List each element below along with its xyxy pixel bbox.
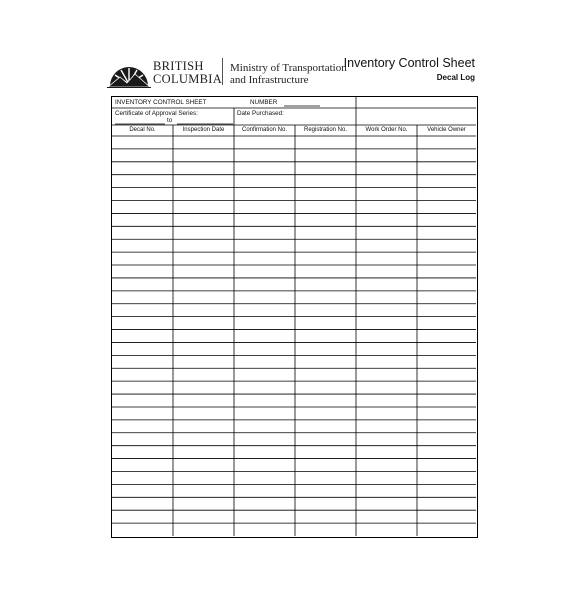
- ministry-name: [230, 62, 347, 86]
- number-label: NUMBER: [250, 99, 278, 106]
- decal-log-form: [111, 96, 478, 538]
- organization-line-1: BRITISH: [153, 59, 204, 73]
- column-header: Vehicle Owner: [427, 127, 466, 133]
- ministry-line-2: and Infrastructure: [230, 74, 309, 86]
- header-divider: [222, 58, 223, 85]
- to-label: to: [167, 117, 173, 124]
- column-header: Registration No.: [303, 127, 348, 133]
- sun-mountain-icon: [106, 58, 152, 88]
- organization-name: [153, 60, 222, 86]
- column-header: Decal No.: [129, 127, 156, 133]
- column-header: Confirmation No.: [241, 127, 288, 133]
- column-header: Work Order No.: [365, 127, 408, 133]
- number-underline: [284, 105, 320, 107]
- date-purchased-label: Date Purchased:: [237, 110, 284, 117]
- certificate-series-label: Certificate of Approval Series:: [115, 110, 198, 117]
- organization-line-2: COLUMBIA: [153, 72, 223, 86]
- document-title: Inventory Control Sheet: [343, 56, 475, 70]
- page-header: [0, 0, 585, 96]
- table-grid: [112, 97, 479, 539]
- column-header: Inspection Date: [182, 127, 225, 133]
- ministry-line-1: Ministry of Transportation: [230, 62, 347, 74]
- certificate-series-underline: [115, 123, 235, 125]
- inventory-control-label: INVENTORY CONTROL SHEET: [115, 99, 207, 106]
- document-subtitle: Decal Log: [436, 73, 475, 82]
